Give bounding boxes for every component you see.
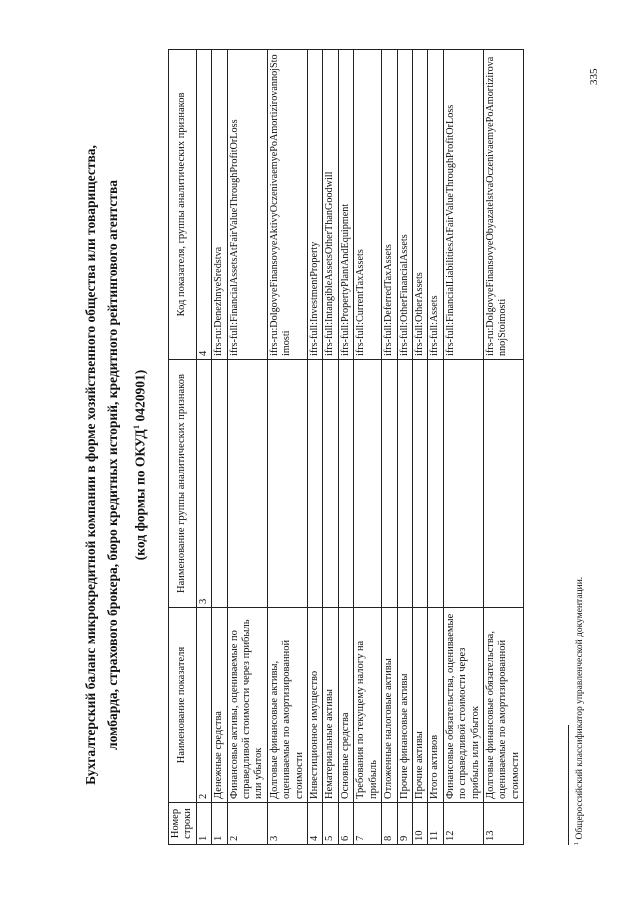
indicator-code-cell: ifrs-ru:DolgovyeFinansovyeObyazatelstvaOczenivaemyePoAmortizirovannojStoimosti [483, 50, 523, 360]
group-name-cell [382, 360, 397, 608]
indicator-code-cell: ifrs-full:FinancialAssetsAtFairValueThroughProfitOrLoss [227, 50, 267, 360]
indicator-name-cell: Требования по текущему налогу на прибыль [354, 608, 382, 803]
indicator-code-cell: ifrs-full:OtherAssets [412, 50, 427, 360]
row-number-cell: 4 [308, 803, 323, 845]
form-code-label: (код формы по ОКУД [132, 429, 148, 561]
indicator-code-cell: ifrs-full:IntangibleAssetsOtherThanGoodwill [323, 50, 338, 360]
row-number-cell: 11 [428, 803, 443, 845]
column-index: 2 [196, 608, 211, 803]
row-number-cell: 7 [354, 803, 382, 845]
group-name-cell [267, 360, 307, 608]
header-row-number: Номер строки [169, 803, 197, 845]
table-row [338, 50, 353, 845]
indicator-code-cell: ifrs-ru:DenezhnyeSredstva [212, 50, 227, 360]
indicator-name-cell: Прочие активы [412, 608, 427, 803]
table-row [428, 50, 443, 845]
footnote-marker: 1 [131, 424, 141, 430]
form-code-value: 0420901) [132, 369, 148, 425]
row-number-cell: 10 [412, 803, 427, 845]
indicator-code-cell: ifrs-full:DeferredTaxAssets [382, 50, 397, 360]
row-number-cell: 12 [443, 803, 483, 845]
indicator-code-cell: ifrs-full:CurrentTaxAssets [354, 50, 382, 360]
group-name-cell [308, 360, 323, 608]
row-number-cell: 2 [227, 803, 267, 845]
group-name-cell [338, 360, 353, 608]
header-indicator-name: Наименование показателя [169, 608, 197, 803]
group-name-cell [397, 360, 412, 608]
column-index: 4 [196, 50, 211, 360]
title-line-1: Бухгалтерский баланс микрокредитной компании в форме хозяйственного общества или товарищества, [83, 145, 98, 785]
indicator-name-cell: Денежные средства [212, 608, 227, 803]
group-name-cell [212, 360, 227, 608]
table-row [323, 50, 338, 845]
group-name-cell [412, 360, 427, 608]
table-row [382, 50, 397, 845]
balance-sheet-table [168, 49, 524, 845]
row-number-cell: 8 [382, 803, 397, 845]
indicator-name-cell: Финансовые активы, оцениваемые по справедливой стоимости через прибыль или убыток [227, 608, 267, 803]
column-index: 1 [196, 803, 211, 845]
row-number-cell: 13 [483, 803, 523, 845]
column-index: 3 [196, 360, 211, 608]
indicator-name-cell: Инвестиционное имущество [308, 608, 323, 803]
table-row [443, 50, 483, 845]
footnote-number: 1 [574, 841, 580, 845]
indicator-code-cell: ifrs-ru:DolgovyeFinansovyeAktivyOczenivaemyePoAmortizirovannojStoimosti [267, 50, 307, 360]
group-name-cell [227, 360, 267, 608]
title-line-2: ломбарда, страхового брокера, бюро кредитных историй, кредитного рейтингового агентства [105, 180, 120, 750]
page-number: 335 [588, 68, 600, 85]
group-name-cell [323, 360, 338, 608]
table-row [227, 50, 267, 845]
row-number-cell: 5 [323, 803, 338, 845]
indicator-name-cell: Основные средства [338, 608, 353, 803]
row-number-cell: 6 [338, 803, 353, 845]
indicator-name-cell: Итого активов [428, 608, 443, 803]
group-name-cell [443, 360, 483, 608]
table-header-row [169, 50, 197, 845]
table-row [212, 50, 227, 845]
row-number-cell: 3 [267, 803, 307, 845]
indicator-code-cell: ifrs-full:InvestmentProperty [308, 50, 323, 360]
indicator-code-cell: ifrs-full:FinancialLiabilitiesAtFairValueThroughProfitOrLoss [443, 50, 483, 360]
table-row [412, 50, 427, 845]
indicator-code-cell: ifrs-full:OtherFinancialAssets [397, 50, 412, 360]
group-name-cell [428, 360, 443, 608]
indicator-code-cell: ifrs-full:PropertyPlantAndEquipment [338, 50, 353, 360]
group-name-cell [483, 360, 523, 608]
column-index-row [196, 50, 211, 845]
indicator-name-cell: Долговые финансовые обязательства, оцениваемые по амортизированной стоимости [483, 608, 523, 803]
indicator-code-cell: ifrs-full:Assets [428, 50, 443, 360]
row-number-cell: 1 [212, 803, 227, 845]
indicator-name-cell: Прочие финансовые активы [397, 608, 412, 803]
group-name-cell [354, 360, 382, 608]
table-row [267, 50, 307, 845]
table-row [397, 50, 412, 845]
footnote-text: Общероссийский классификатор управленческой документации. [575, 576, 586, 842]
header-code: Код показателя, группы аналитических признаков [169, 50, 197, 360]
indicator-name-cell: Отложенные налоговые активы [382, 608, 397, 803]
indicator-name-cell: Финансовые обязательства, оцениваемые по справедливой стоимости через прибыль или убыток [443, 608, 483, 803]
footnote [574, 577, 585, 845]
row-number-cell: 9 [397, 803, 412, 845]
table-row [354, 50, 382, 845]
table-row [308, 50, 323, 845]
title-line-3 [128, 125, 149, 805]
header-group-name: Наименование группы аналитических признаков [169, 360, 197, 608]
indicator-name-cell: Нематериальные активы [323, 608, 338, 803]
table-row [483, 50, 523, 845]
indicator-name-cell: Долговые финансовые активы, оцениваемые по амортизированной стоимости [267, 608, 307, 803]
footnote-divider [568, 725, 569, 845]
